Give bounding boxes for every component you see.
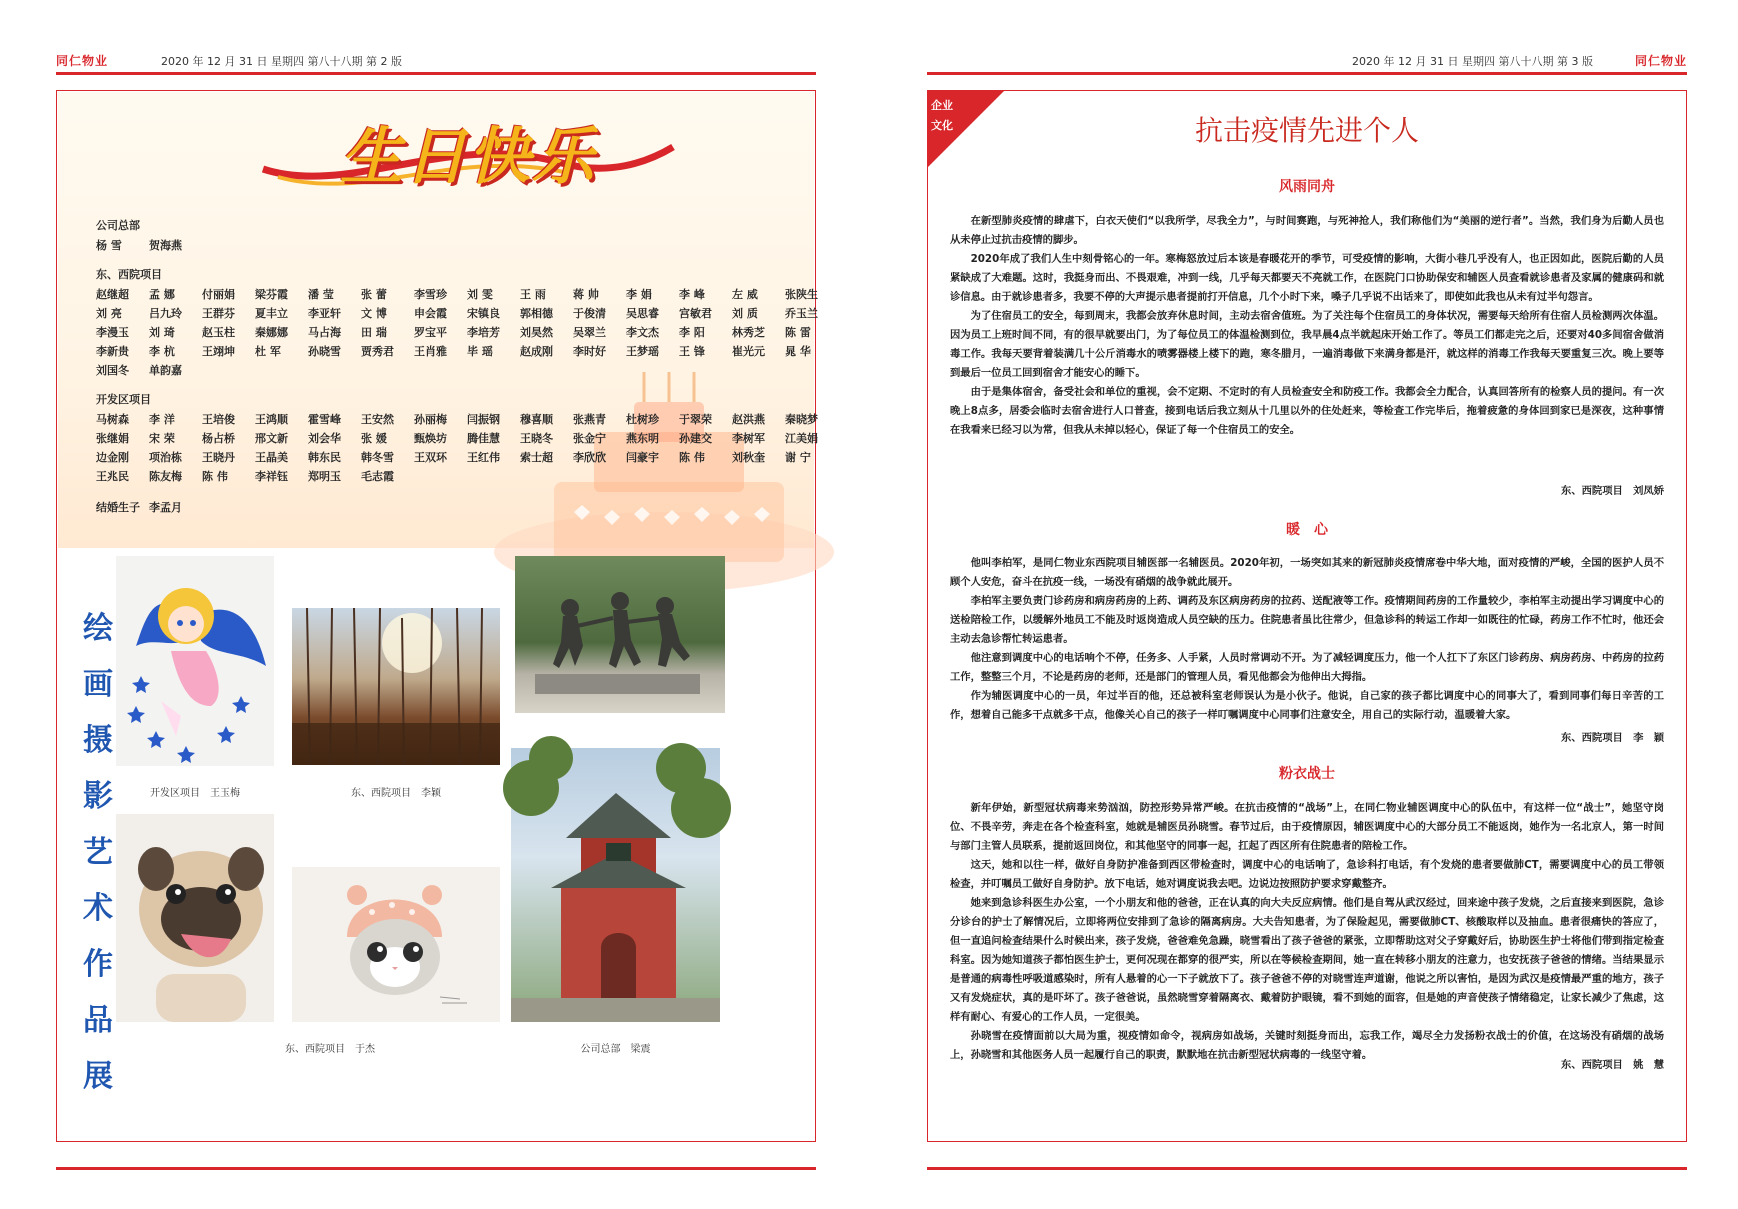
person-name: 秦晓梦: [785, 412, 818, 426]
person-name: 宋 荣: [149, 431, 175, 445]
person-name: 杨占桥: [202, 431, 235, 445]
person-name: 王双环: [414, 450, 447, 464]
person-name: 王梦瑶: [626, 344, 659, 358]
page-frame: [56, 90, 816, 1142]
caption-4: 公司总部 梁震: [580, 1044, 651, 1055]
page-header: [927, 52, 1687, 72]
gallery-title-char: 摄: [83, 723, 113, 758]
person-name: 马占海: [308, 325, 341, 339]
gallery-title-char: 影: [83, 779, 113, 814]
name-group-title: 东、西院项目: [96, 268, 162, 281]
person-name: 晁 华: [785, 344, 811, 358]
person-name: 刘国冬: [96, 363, 129, 377]
article-title: 抗击疫情先进个人: [1194, 114, 1419, 147]
article-paragraph: 这天，她和以往一样，做好自身防护准备到西区带检查时，调度中心的电话响了，急诊科打电话，有个发烧的患者要做肺CT，需要调度中心的员工带领检查，并叮嘱员工做好自身防护。放下电话，她对调度说我去吧。边说边按照防护要求穿戴整齐。: [950, 859, 1664, 890]
person-name: 李 阳: [679, 325, 705, 339]
gallery-title-char: 品: [83, 1003, 113, 1038]
pug-drawing: [116, 814, 274, 1022]
person-name: 李欣欣: [573, 450, 606, 464]
person-name: 于翠荣: [679, 412, 712, 426]
birthday-title: [258, 107, 678, 197]
article-paragraph: 她来到急诊科医生办公室，一个小朋友和他的爸爸，正在认真的向大夫反应病情。他们是自驾从武汉经过，回来途中孩子发烧，之后直接来到医院，急诊分诊台的护士了解情况后，立即将两位安排到了急诊的隔离病房。大夫告知患者，为了保险起见，需要做肺CT、核酸取样以及抽血。患者很痛快的答应了，但一直追问检查结果什么时候出来，孩子发烧，爸爸难免急躁，晓雪看出了孩子爸爸的紧张，立即帮助这对父子穿戴好后，协助医生护士将他们带到指定检查科室。因为她知道孩子都怕医生护士，更何况现在都穿的很严实，所以在等候检查期间，她一直在转移小朋友的注意力，也安抚孩子爸爸的情绪。当结果显示是普通的病毒性呼吸道感染时，所有人悬着的心一下子就放下了。孩子爸爸不停的对晓雪连声道谢，他说之所以害怕，是因为武汉是疫情最严重的地方，孩子又有发烧症状，真的是吓坏了。孩子爸爸说，虽然晓雪穿着隔离衣、戴着防护眼镜，看不到她的面容，但是她的声音使孩子情绪稳定，让家长减少了焦虑，这样有耐心、有爱心的工作人员，一定很美。: [950, 897, 1664, 1023]
person-name: 田 瑞: [361, 325, 387, 339]
person-name: 潘 莹: [308, 287, 334, 301]
person-name: 穆喜顺: [520, 412, 553, 426]
person-name: 索士超: [520, 450, 553, 464]
person-name: 王晓冬: [520, 431, 553, 445]
page-2: [56, 40, 816, 1170]
caption-3: 东、西院项目 于杰: [285, 1044, 375, 1055]
kitten-drawing: [292, 867, 500, 1022]
section-heading-1: 风雨同舟: [1279, 179, 1335, 195]
name-row: [96, 322, 838, 341]
person-name: 刘 雯: [467, 287, 493, 301]
person-name: 刘会华: [308, 431, 341, 445]
person-name: 王红伟: [467, 450, 500, 464]
person-name: 李孟月: [149, 500, 182, 514]
footer-rule: [927, 1167, 1687, 1170]
article-paragraph: 他叫李柏军，是同仁物业东西院项目辅医部一名辅医员。2020年初，一场突如其来的新冠肺炎疫情席卷中华大地，面对疫情的严峻，全国的医护人员不顾个人安危，奋斗在抗疫一线，一场没有硝烟的战争就此展开。: [950, 557, 1664, 588]
person-name: 王群芬: [202, 306, 235, 320]
person-name: 陈 伟: [202, 469, 228, 483]
person-name: 杨 雪: [96, 238, 122, 252]
caption-2: 东、西院项目 李颖: [351, 788, 441, 799]
person-name: 韩东民: [308, 450, 341, 464]
person-name: 郑明玉: [308, 469, 341, 483]
name-row: [96, 466, 838, 485]
section-heading-2: 暖 心: [1286, 522, 1328, 538]
date-line: 2020 年 12 月 31 日 星期四 第八十八期 第 3 版: [1352, 55, 1593, 68]
person-name: 李培芳: [467, 325, 500, 339]
article-paragraph: 由于是集体宿舍，备受社会和单位的重视，会不定期、不定时的有人员检查安全和防疫工作。我都会全力配合，认真回答所有的检察人员的提问。有一次晚上8点多，居委会临时去宿舍进行人口普查，接到电话后我立刻从十几里以外的住处赶来，等检查工作完毕后，拖着疲惫的身体回到家已是深夜，这种事情在我看来已经习以为常，但我从未掉以轻心，保证了每一个住宿员工的安全。: [950, 386, 1664, 436]
date-line: 2020 年 12 月 31 日 星期四 第八十八期 第 2 版: [161, 55, 402, 68]
person-name: 李文杰: [626, 325, 659, 339]
person-name: 刘昊然: [520, 325, 553, 339]
person-name: 李 娟: [626, 287, 652, 301]
gallery-vertical-title: [78, 601, 118, 1105]
article-paragraph: 在新型肺炎疫情的肆虐下，白衣天使们“以我所学，尽我全力”，与时间赛跑，与死神抢人，我们称他们为“美丽的逆行者”。当然，我们身为后勤人员也从未停止过抗击疫情的脚步。: [950, 215, 1664, 246]
person-name: 于俊清: [573, 306, 606, 320]
person-name: 吴翠兰: [573, 325, 606, 339]
section-body-3: [950, 799, 1664, 1065]
section-heading-3: 粉衣战士: [1279, 766, 1335, 782]
person-name: 刘 琦: [149, 325, 175, 339]
person-name: 江美娟: [785, 431, 818, 445]
person-name: 李祥钰: [255, 469, 288, 483]
person-name: 贾秀君: [361, 344, 394, 358]
person-name: 孙丽梅: [414, 412, 447, 426]
person-name: 王兆民: [96, 469, 129, 483]
birthday-name-list: [96, 217, 838, 516]
statue-photo: [515, 556, 725, 713]
person-name: 李树军: [732, 431, 765, 445]
person-name: 郭相德: [520, 306, 553, 320]
person-name: 张陕生: [785, 287, 818, 301]
gallery-title-char: 艺: [83, 835, 113, 870]
person-name: 韩冬雪: [361, 450, 394, 464]
page-frame: [927, 90, 1687, 1142]
pagoda-photo: [511, 748, 720, 1022]
person-name: 霍雪峰: [308, 412, 341, 426]
person-name: 罗宝平: [414, 325, 447, 339]
person-name: 秦娜娜: [255, 325, 288, 339]
article-paragraph: 他注意到调度中心的电话响个不停，任务多、人手紧，人员时常调动不开。为了减轻调度压力，他一个人扛下了东区门诊药房、病房药房、中药房的拉药工作，整整三个月，不论是药房的老师，还是部门的管理人员，看见他都会为他伸出大拇指。: [950, 652, 1664, 683]
person-name: 孙建交: [679, 431, 712, 445]
person-name: 张金宁: [573, 431, 606, 445]
person-name: 林秀芝: [732, 325, 765, 339]
person-name: 王培俊: [202, 412, 235, 426]
person-name: 张继娟: [96, 431, 129, 445]
corner-label-1: 企业: [931, 99, 953, 112]
corner-label-2: 文化: [931, 119, 953, 132]
person-name: 乔玉兰: [785, 306, 818, 320]
article-paragraph: 李柏军主要负责门诊药房和病房药房的上药、调药及东区病房药房的拉药、送配液等工作。疫情期间药房的工作量较少，李柏军主动提出学习调度中心的送检陪检工作，以缓解外地员工不能及时返岗造成人员空缺的压力。住院患者虽比往常少，但急诊科的转运工作却一如既往的忙碌，药房工作不忙时，他还会主动去急诊帮忙转运患者。: [950, 595, 1664, 645]
section-body-1: [950, 212, 1664, 440]
name-row: [96, 303, 838, 322]
brand-logo: 同仁物业: [1634, 54, 1687, 68]
anime-girl-drawing: [116, 556, 274, 766]
name-row: [96, 284, 838, 303]
person-name: 李漫玉: [96, 325, 129, 339]
caption-1: 开发区项目 王玉梅: [150, 788, 240, 799]
person-name: 宫敏君: [679, 306, 712, 320]
person-name: 刘 亮: [96, 306, 122, 320]
person-name: 李 洋: [149, 412, 175, 426]
person-name: 赵继超: [96, 287, 129, 301]
person-name: 邢文新: [255, 431, 288, 445]
person-name: 陈友梅: [149, 469, 182, 483]
brand-logo: 同仁物业: [56, 54, 109, 68]
person-name: 张燕青: [573, 412, 606, 426]
person-name: 闫振钢: [467, 412, 500, 426]
person-name: 孟 娜: [149, 287, 175, 301]
person-name: 左 威: [732, 287, 758, 301]
gallery-title-char: 术: [83, 891, 113, 926]
person-name: 孙晓雪: [308, 344, 341, 358]
birthday-title-text: 生日快乐: [339, 120, 596, 193]
page-header: [56, 52, 816, 72]
person-name: 王 雨: [520, 287, 546, 301]
person-name: 王鸿顺: [255, 412, 288, 426]
person-name: 刘秋奎: [732, 450, 765, 464]
person-name: 腾佳慧: [467, 431, 500, 445]
person-name: 申会霞: [414, 306, 447, 320]
person-name: 崔光元: [732, 344, 765, 358]
person-name: 马树森: [96, 412, 129, 426]
signature-2: 东、西院项目 李 颖: [1561, 732, 1664, 744]
header-rule: [56, 72, 816, 75]
person-name: 付丽娟: [202, 287, 235, 301]
person-name: 吴思睿: [626, 306, 659, 320]
name-row: [96, 235, 838, 254]
person-name: 张 蕾: [361, 287, 387, 301]
name-row: [96, 409, 838, 428]
person-name: 李 峰: [679, 287, 705, 301]
person-name: 赵洪燕: [732, 412, 765, 426]
section-body-2: [950, 554, 1664, 725]
article-paragraph: 作为辅医调度中心的一员，年过半百的他，还总被科室老师误认为是小伙子。他说，自己家的孩子都比调度中心的同事大了，看到同事们每日辛苦的工作，想着自己能多干点就多干点，他像关心自己的孩子一样叮嘱调度中心同事们注意安全，用自己的实际行动，温暖着大家。: [950, 690, 1664, 721]
person-name: 毕 瑶: [467, 344, 493, 358]
article-paragraph: 为了住宿员工的安全，每到周末，我都会放弃休息时间，主动去宿舍值班。为了关注每个住宿员工的身体状况，需要每天给所有住宿人员检测两次体温。因为员工上班时间不同，有的很早就要出门，为了每位员工的体温检测到位，我早晨4点半就起床开始工作了。等员工们都走完之后，还要对40多间宿舍做消毒工作。我每天要背着装满几十公斤消毒水的喷雾器楼上楼下的跑，寒冬腊月，一遍消毒做下来满身都是汗，就这样的消毒工作我每天要重复三次。晚上要等到最后一位员工回到宿舍才能安心的睡下。: [950, 310, 1664, 379]
person-name: 李雪珍: [414, 287, 447, 301]
person-name: 李新贵: [96, 344, 129, 358]
name-group-title: 开发区项目: [96, 393, 151, 406]
name-row: [96, 341, 838, 360]
name-row: [96, 447, 838, 466]
person-name: 赵玉柱: [202, 325, 235, 339]
birthday-section: [58, 92, 818, 548]
person-name: 王翊坤: [202, 344, 235, 358]
person-name: 杜 军: [255, 344, 281, 358]
person-name: 燕东明: [626, 431, 659, 445]
signature-1: 东、西院项目 刘凤娇: [1561, 485, 1664, 497]
person-name: 杜树珍: [626, 412, 659, 426]
person-name: 夏丰立: [255, 306, 288, 320]
person-name: 李时好: [573, 344, 606, 358]
name-row: [96, 428, 838, 447]
name-row: [96, 360, 838, 379]
person-name: 梁芬霞: [255, 287, 288, 301]
art-gallery-section: [58, 551, 814, 1140]
person-name: 吕九玲: [149, 306, 182, 320]
person-name: 李亚轩: [308, 306, 341, 320]
person-name: 单韵嘉: [149, 363, 182, 377]
person-name: 陈 雷: [785, 325, 811, 339]
footer-rule: [56, 1167, 816, 1170]
person-name: 毛志霞: [361, 469, 394, 483]
person-name: 闫豪宇: [626, 450, 659, 464]
person-name: 王晶美: [255, 450, 288, 464]
signature-3: 东、西院项目 姚 慧: [1561, 1059, 1664, 1071]
article-paragraph: 新年伊始，新型冠状病毒来势汹汹，防控形势异常严峻。在抗击疫情的“战场”上，在同仁物业辅医调度中心的队伍中，有这样一位“战士”，她坚守岗位、不畏辛劳，奔走在各个检查科室，她就是辅医员孙晓雪。春节过后，由于疫情原因，辅医调度中心的大部分员工不能返岗，她作为一名北京人，第一时间与部门主管人员联系，提前返回岗位，和其他坚守的同事一起，扛起了西区所有住院患者的陪检工作。: [950, 802, 1664, 852]
person-name: 陈 伟: [679, 450, 705, 464]
person-name: 王安然: [361, 412, 394, 426]
person-name: 结婚生子: [96, 500, 140, 514]
person-name: 蒋 帅: [573, 287, 599, 301]
name-group-title: 公司总部: [96, 219, 140, 232]
person-name: 贺海燕: [149, 238, 182, 252]
person-name: 李 杭: [149, 344, 175, 358]
page-3: [927, 40, 1687, 1170]
person-name: 宋镇良: [467, 306, 500, 320]
name-row: [96, 497, 838, 516]
article-paragraph: 2020年成了我们人生中刻骨铭心的一年。寒梅怒放过后本该是春暖花开的季节，可受疫情的影响，大街小巷几乎没有人，也正因如此，医院后勤的人员紧缺成了大难题。这时，我挺身而出、不畏艰难，冲到一线，几乎每天都要天不亮就工作，在医院门口协助保安和辅医人员查看就诊患者及家属的健康码和就诊信息。由于就诊患者多，我要不停的大声提示患者提前打开信息，几个小时下来，嗓子几乎说不出话来了，即使如此我也从未有过半句怨言。: [950, 253, 1664, 303]
person-name: 文 博: [361, 306, 387, 320]
header-rule: [927, 72, 1687, 75]
person-name: 王 锋: [679, 344, 705, 358]
gallery-title-char: 作: [83, 947, 113, 982]
person-name: 谢 宁: [785, 450, 811, 464]
person-name: 项治栋: [149, 450, 182, 464]
person-name: 张 媛: [361, 431, 387, 445]
gallery-title-char: 画: [83, 667, 113, 702]
gallery-title-char: 展: [83, 1059, 113, 1094]
article-paragraph: 孙晓雪在疫情面前以大局为重，视疫情如命令，视病房如战场，关键时刻挺身而出，忘我工作，竭尽全力发扬粉衣战士的价值，在这场没有硝烟的战场上，孙晓雪和其他医务人员一起履行自己的职责，默默地在抗击新型冠状病毒的一线坚守着。: [950, 1030, 1664, 1061]
person-name: 赵成刚: [520, 344, 553, 358]
person-name: 边金刚: [96, 450, 129, 464]
person-name: 王晓丹: [202, 450, 235, 464]
gallery-title-char: 绘: [83, 611, 113, 646]
person-name: 王肖雅: [414, 344, 447, 358]
person-name: 刘 质: [732, 306, 758, 320]
person-name: 甄焕坊: [414, 431, 447, 445]
forest-photo: [292, 608, 500, 765]
